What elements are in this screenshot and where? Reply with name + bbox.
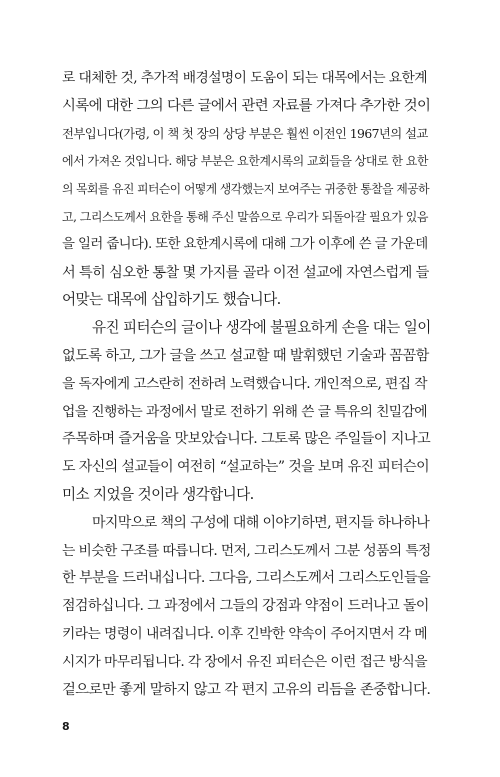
text-line: 주목하며 즐거움을 맛보았습니다. 그토록 많은 주일들이 지나고	[62, 431, 431, 448]
text-line: 미소 지었을 것이라 생각합니다.	[62, 486, 254, 503]
text-line: 의 목회를 유진 피터슨이 어떻게 생각했는지 보여주는 귀중한 통찰을 제공하	[62, 182, 430, 197]
text-line: 유진 피터슨의 글이나 생각에 불필요하게 손을 대는 일이	[92, 319, 431, 337]
text-line: 서 특히 심오한 통찰 몇 가지를 골라 이전 설교에 자연스럽게 들	[62, 264, 429, 281]
text-line: 시지가 마무리됩니다. 각 장에서 유진 피터슨은 이런 접근 방식을	[62, 653, 427, 670]
text-line: 키라는 명령이 내려집니다. 이후 긴박한 약속이 주어지면서 각 메	[62, 626, 427, 642]
text-line: 에서 가져온 것입니다. 해당 부분은 요한계시록의 교회들을 상대로 한 요한	[62, 154, 428, 169]
text-line: 어맞는 대목에 삽입하기도 했습니다.	[62, 291, 281, 309]
text-line: 전부입니다(가령, 이 책 첫 장의 상당 부분은 훨씬 이전인 1967년의 설교	[62, 125, 428, 141]
text-line: 로 대체한 것, 추가적 배경설명이 도움이 되는 대목에서는 요한계	[62, 70, 427, 86]
text-line: 업을 진행하는 과정에서 말로 전하기 위해 쓴 글 특유의 친밀감에	[62, 403, 427, 420]
text-line: 을 일러 줍니다). 또한 요한계시록에 대해 그가 이후에 쓴 글 가운데	[62, 236, 428, 252]
text-line: 한 부분을 드러내십니다. 그다음, 그리스도께서 그리스도인들을	[62, 570, 431, 587]
text-line: 을 독자에게 고스란히 전하려 노력했습니다. 개인적으로, 편집 작	[62, 375, 427, 392]
text-line: 는 비슷한 구조를 따릅니다. 먼저, 그리스도께서 그분 성품의 특정	[62, 542, 431, 559]
text-line: 마지막으로 책의 구성에 대해 이야기하면, 편지들 하나하나	[92, 514, 430, 531]
text-line: 점검하십니다. 그 과정에서 그들의 강점과 약점이 드러나고 돌이	[62, 598, 429, 615]
text-line: 없도록 하고, 그가 글을 쓰고 설교할 때 발휘했던 기술과 꼼꼼함	[62, 348, 429, 364]
text-line: 겉으로만 좋게 말하지 않고 각 편지 고유의 리듬을 존중합니다.	[62, 681, 431, 698]
page-number: 8	[62, 720, 70, 733]
text-line: 도 자신의 설교들이 여전히 “설교하는” 것을 보며 유진 피터슨이	[62, 459, 430, 476]
text-line: 시록에 대한 그의 다른 글에서 관련 자료를 가져다 추가한 것이	[62, 97, 431, 114]
text-line: 고, 그리스도께서 요한을 통해 주신 말씀으로 우리가 되돌아갈 필요가 있음	[62, 210, 428, 224]
